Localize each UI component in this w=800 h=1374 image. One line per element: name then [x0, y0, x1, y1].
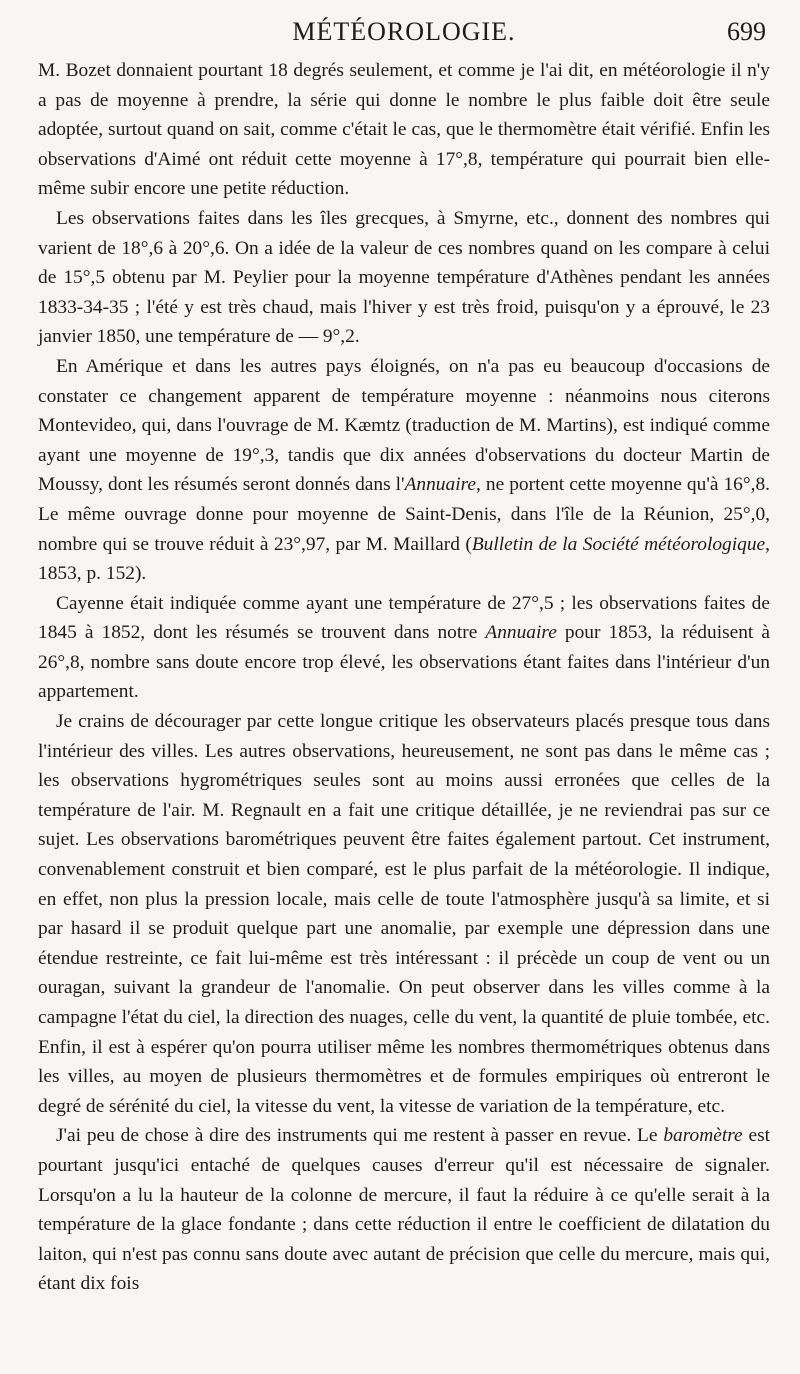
- italic-term: baromètre: [663, 1125, 743, 1147]
- text-run: Je crains de décourager par cette longue critique les observateurs placés presque tous dans l'intérieur des villes. Les autres observations, heureusement, ne sont pas dans le même cas ; les observations hygrométriques seules sont au moins aussi erronées que celles de la température de l'air. M. Regnault en a fait une critique détaillée, je ne reviendrai pas sur ce sujet. Les observations barométriques peuvent être faites également partout. Cet instrument, convenablement construit et bien comparé, est le plus parfait de la météorologie. Il indique, en effet, non plus la pression locale, mais celle de toute l'atmosphère jusqu'à sa limite, et si par hasard il se produit quelque part une anomalie, par exemple une dépression dans une étendue restreinte, ce fait lui-même est très intéressant : il précède un coup de vent ou un ouragan, suivant la grandeur de l'anomalie. On peut observer dans les villes comme à la campagne l'état du ciel, la direction des nuages, celle du vent, la quantité de pluie tombée, etc. Enfin, il est à espérer qu'on pourra utiliser même les nombres thermométriques obtenus dans les villes, au moyen de plusieurs thermomètres et de formules empiriques où entreront le degré de sérénité du ciel, la vitesse du vent, la vitesse de variation de la température, etc.: [38, 711, 770, 1117]
- text-run: , 1853, p. 152).: [38, 533, 770, 585]
- text-run: est pourtant jusqu'ici entaché de quelques causes d'erreur qu'il est nécessaire de signaler. Lorsqu'on a lu la hauteur de la colonne de mercure, il faut la réduire à ce qu'elle serait à la température de la glace fondante ; dans cette réduction il entre le coefficient de dilatation du laiton, qui n'est pas connu sans doute avec autant de précision que celle du mercure, mais qui, étant dix fois: [38, 1125, 770, 1295]
- page: [38, 14, 770, 1299]
- text-run: Cayenne était indiquée comme ayant une température de 27°,5 ; les observations faites de 1845 à 1852, dont les résumés se trouvent dans notre: [38, 592, 770, 644]
- paragraph: [38, 1121, 770, 1299]
- paragraph: [38, 56, 770, 204]
- italic-title: Annuaire: [485, 622, 557, 644]
- body-text: [38, 56, 770, 1299]
- text-run: J'ai peu de chose à dire des instruments qui me restent à passer en revue. Le: [56, 1125, 664, 1147]
- italic-title: Bulletin de la Société météorologique: [471, 533, 766, 555]
- running-head: [38, 14, 770, 50]
- running-title: MÉTÉOROLOGIE.: [292, 17, 516, 46]
- paragraph: [38, 707, 770, 1121]
- text-run: Les observations faites dans les îles grecques, à Smyrne, etc., donnent des nombres qui varient de 18°,6 à 20°,6. On a idée de la valeur de ces nombres quand on les compare à celui de 15°,5 obtenu par M. Peylier pour la moyenne température d'Athènes pendant les années 1833-34-35 ; l'été y est très chaud, mais l'hiver y est très froid, puisqu'on y a éprouvé, le 23 janvier 1850, une température de — 9°,2.: [38, 207, 770, 348]
- text-run: pour 1853, la réduisent à 26°,8, nombre sans doute encore trop élevé, les observations étant faites dans l'intérieur d'un appartement.: [38, 622, 770, 703]
- text-run: M. Bozet donnaient pourtant 18 degrés seulement, et comme je l'ai dit, en météorologie il n'y a pas de moyenne à prendre, la série qui donne le nombre le plus faible doit être seule adoptée, surtout quand on sait, comme c'était le cas, que le thermomètre était vérifié. Enfin les observations d'Aimé ont réduit cette moyenne à 17°,8, température qui pourrait bien elle-même subir encore une petite réduction.: [38, 60, 770, 200]
- paragraph: [38, 204, 770, 352]
- page-number: 699: [727, 17, 766, 46]
- italic-title: Annuaire: [404, 474, 477, 496]
- text-run: , ne portent cette moyenne qu'à 16°,8. Le même ouvrage donne pour moyenne de Saint-Denis, dans l'île de la Réunion, 25°,0, nombre qui se trouve réduit à 23°,97, par M. Maillard (: [38, 474, 770, 555]
- paragraph: [38, 589, 770, 707]
- paragraph: [38, 352, 770, 589]
- text-run: En Amérique et dans les autres pays éloignés, on n'a pas eu beaucoup d'occasions de constater ce changement apparent de température moyenne : néanmoins nous citerons Montevideo, qui, dans l'ouvrage de M. Kæmtz (traduction de M. Martins), est indiqué comme ayant une moyenne de 19°,3, tandis que dix années d'observations du docteur Martin de Moussy, dont les résumés seront donnés dans l': [38, 355, 770, 496]
